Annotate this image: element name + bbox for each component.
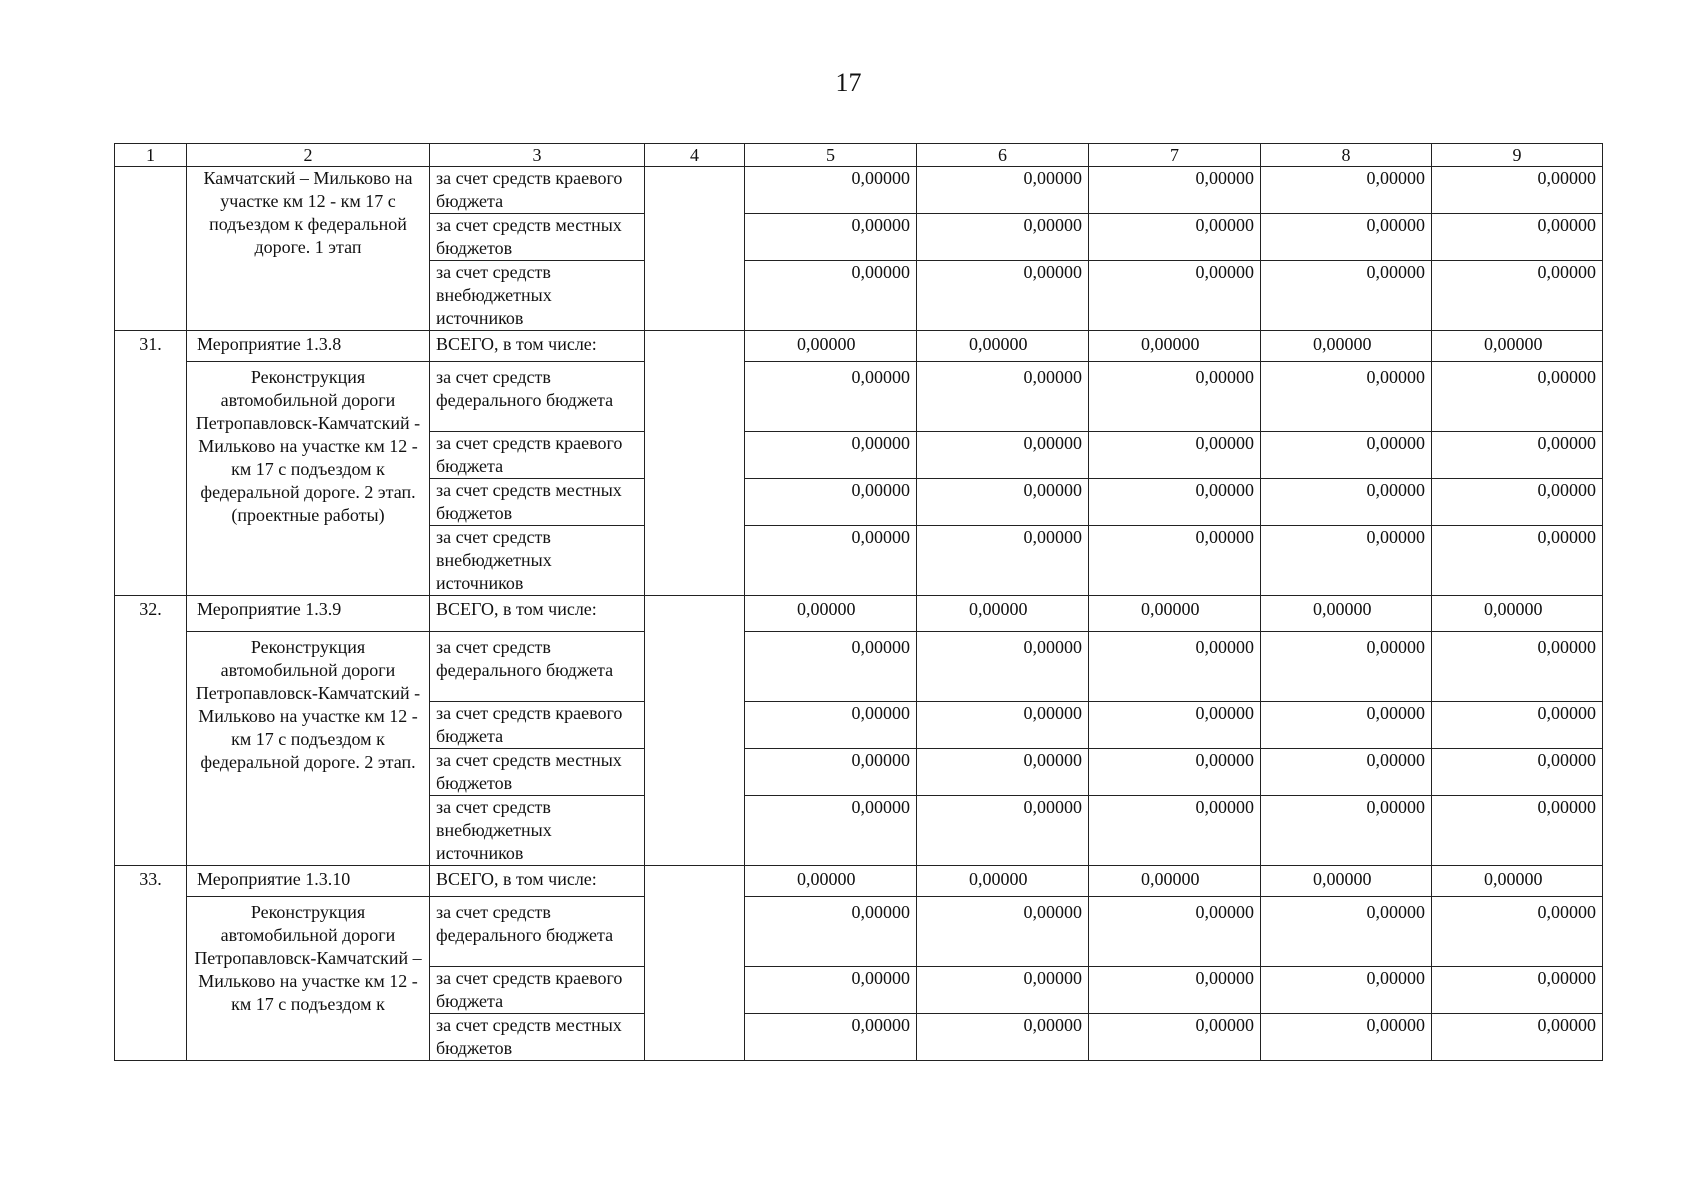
value-cell: 0,00000: [1432, 796, 1603, 866]
value-cell: 0,00000: [1432, 261, 1603, 331]
value-cell: 0,00000: [917, 702, 1089, 749]
funding-source-cell: за счет средств федерального бюджета: [430, 897, 645, 967]
table-row: [115, 897, 1603, 967]
value-cell: 0,00000: [745, 167, 917, 214]
table-row: [115, 362, 1603, 432]
value-cell: 0,00000: [1089, 967, 1261, 1014]
value-cell: 0,00000: [1089, 796, 1261, 866]
row-number-cell: [115, 167, 187, 331]
value-cell: 0,00000: [1261, 632, 1432, 702]
event-name-cell: Камчатский – Мильково на участке км 12 - км 17 с подъездом к федеральной дороге. 1 этап: [187, 167, 430, 331]
value-cell: 0,00000: [745, 526, 917, 596]
funding-source-cell: за счет средств внебюджетных источников: [430, 261, 645, 331]
column-header: 3: [430, 144, 645, 167]
value-cell: 0,00000: [745, 702, 917, 749]
value-cell: 0,00000: [745, 897, 917, 967]
value-cell: 0,00000: [1261, 1014, 1432, 1061]
value-cell: 0,00000: [1432, 702, 1603, 749]
page-number: 17: [835, 68, 862, 97]
column-header: 4: [645, 144, 745, 167]
value-cell: 0,00000: [1432, 214, 1603, 261]
event-name-cell: Реконструкция автомобильной дороги Петропавловск-Камчатский - Мильково на участке км 12 - км 17 с подъездом к федеральной дороге. 2 этап. (проектные работы): [187, 362, 430, 596]
total-label-cell: ВСЕГО, в том числе:: [430, 331, 645, 362]
empty-cell: [645, 167, 745, 331]
value-cell: 0,00000: [745, 596, 917, 632]
value-cell: 0,00000: [745, 632, 917, 702]
value-cell: 0,00000: [1261, 967, 1432, 1014]
value-cell: 0,00000: [917, 596, 1089, 632]
value-cell: 0,00000: [1261, 261, 1432, 331]
value-cell: 0,00000: [917, 479, 1089, 526]
value-cell: 0,00000: [917, 167, 1089, 214]
value-cell: 0,00000: [745, 967, 917, 1014]
value-cell: 0,00000: [745, 749, 917, 796]
value-cell: 0,00000: [745, 331, 917, 362]
funding-source-cell: за счет средств федерального бюджета: [430, 632, 645, 702]
value-cell: 0,00000: [917, 796, 1089, 866]
empty-cell: [645, 866, 745, 1061]
funding-source-cell: за счет средств местных бюджетов: [430, 214, 645, 261]
value-cell: 0,00000: [917, 1014, 1089, 1061]
funding-source-cell: за счет средств внебюджетных источников: [430, 796, 645, 866]
value-cell: 0,00000: [1261, 331, 1432, 362]
value-cell: 0,00000: [917, 866, 1089, 897]
value-cell: 0,00000: [1432, 1014, 1603, 1061]
value-cell: 0,00000: [1432, 331, 1603, 362]
value-cell: 0,00000: [1089, 749, 1261, 796]
value-cell: 0,00000: [1432, 897, 1603, 967]
value-cell: 0,00000: [1261, 897, 1432, 967]
funding-source-cell: за счет средств местных бюджетов: [430, 1014, 645, 1061]
column-header: 6: [917, 144, 1089, 167]
table-row-total: [115, 331, 1603, 362]
value-cell: 0,00000: [1089, 702, 1261, 749]
budget-table: [114, 143, 1603, 1061]
column-header: 5: [745, 144, 917, 167]
value-cell: 0,00000: [1089, 632, 1261, 702]
value-cell: 0,00000: [745, 796, 917, 866]
value-cell: 0,00000: [1089, 432, 1261, 479]
value-cell: 0,00000: [1089, 897, 1261, 967]
value-cell: 0,00000: [1089, 362, 1261, 432]
value-cell: 0,00000: [917, 967, 1089, 1014]
funding-source-cell: за счет средств местных бюджетов: [430, 749, 645, 796]
funding-source-cell: за счет средств краевого бюджета: [430, 702, 645, 749]
column-header: 1: [115, 144, 187, 167]
value-cell: 0,00000: [745, 214, 917, 261]
event-title-cell: Мероприятие 1.3.10: [187, 866, 430, 897]
value-cell: 0,00000: [1089, 1014, 1261, 1061]
value-cell: 0,00000: [917, 362, 1089, 432]
table-header-row: [115, 144, 1603, 167]
row-number-cell: 32.: [115, 596, 187, 866]
value-cell: 0,00000: [1089, 331, 1261, 362]
value-cell: 0,00000: [1261, 167, 1432, 214]
value-cell: 0,00000: [745, 261, 917, 331]
table-row-total: [115, 596, 1603, 632]
event-name-cell: Реконструкция автомобильной дороги Петропавловск-Камчатский - Мильково на участке км 12 - км 17 с подъездом к федеральной дороге. 2 этап.: [187, 632, 430, 866]
value-cell: 0,00000: [1261, 702, 1432, 749]
value-cell: 0,00000: [1432, 526, 1603, 596]
value-cell: 0,00000: [745, 432, 917, 479]
value-cell: 0,00000: [1261, 866, 1432, 897]
funding-source-cell: за счет средств федерального бюджета: [430, 362, 645, 432]
empty-cell: [645, 331, 745, 596]
value-cell: 0,00000: [1432, 632, 1603, 702]
funding-source-cell: за счет средств местных бюджетов: [430, 479, 645, 526]
value-cell: 0,00000: [917, 261, 1089, 331]
event-name-cell: Реконструкция автомобильной дороги Петропавловск-Камчатский – Мильково на участке км 12 - км 17 с подъездом к: [187, 897, 430, 1061]
value-cell: 0,00000: [745, 1014, 917, 1061]
value-cell: 0,00000: [917, 749, 1089, 796]
value-cell: 0,00000: [745, 479, 917, 526]
row-number-cell: 31.: [115, 331, 187, 596]
column-header: 9: [1432, 144, 1603, 167]
table-row-total: [115, 866, 1603, 897]
value-cell: 0,00000: [1432, 362, 1603, 432]
value-cell: 0,00000: [1261, 596, 1432, 632]
table-row: [115, 632, 1603, 702]
value-cell: 0,00000: [1089, 479, 1261, 526]
value-cell: 0,00000: [1089, 261, 1261, 331]
row-number-cell: 33.: [115, 866, 187, 1061]
value-cell: 0,00000: [745, 362, 917, 432]
value-cell: 0,00000: [1089, 526, 1261, 596]
value-cell: 0,00000: [1432, 479, 1603, 526]
value-cell: 0,00000: [1089, 596, 1261, 632]
value-cell: 0,00000: [917, 897, 1089, 967]
funding-source-cell: за счет средств краевого бюджета: [430, 967, 645, 1014]
value-cell: 0,00000: [917, 632, 1089, 702]
event-title-cell: Мероприятие 1.3.8: [187, 331, 430, 362]
table-row: [115, 167, 1603, 214]
value-cell: 0,00000: [1261, 526, 1432, 596]
value-cell: 0,00000: [1432, 749, 1603, 796]
value-cell: 0,00000: [1089, 167, 1261, 214]
funding-source-cell: за счет средств внебюджетных источников: [430, 526, 645, 596]
funding-source-cell: за счет средств краевого бюджета: [430, 432, 645, 479]
funding-source-cell: за счет средств краевого бюджета: [430, 167, 645, 214]
value-cell: 0,00000: [1432, 432, 1603, 479]
column-header: 2: [187, 144, 430, 167]
event-title-cell: Мероприятие 1.3.9: [187, 596, 430, 632]
value-cell: 0,00000: [1432, 866, 1603, 897]
value-cell: 0,00000: [1261, 362, 1432, 432]
column-header: 8: [1261, 144, 1432, 167]
column-header: 7: [1089, 144, 1261, 167]
value-cell: 0,00000: [1089, 214, 1261, 261]
value-cell: 0,00000: [917, 526, 1089, 596]
value-cell: 0,00000: [1089, 866, 1261, 897]
value-cell: 0,00000: [1432, 167, 1603, 214]
value-cell: 0,00000: [1261, 796, 1432, 866]
value-cell: 0,00000: [917, 432, 1089, 479]
total-label-cell: ВСЕГО, в том числе:: [430, 866, 645, 897]
value-cell: 0,00000: [1261, 432, 1432, 479]
value-cell: 0,00000: [745, 866, 917, 897]
empty-cell: [645, 596, 745, 866]
value-cell: 0,00000: [1261, 749, 1432, 796]
value-cell: 0,00000: [1261, 214, 1432, 261]
value-cell: 0,00000: [1432, 967, 1603, 1014]
total-label-cell: ВСЕГО, в том числе:: [430, 596, 645, 632]
value-cell: 0,00000: [1432, 596, 1603, 632]
value-cell: 0,00000: [1261, 479, 1432, 526]
value-cell: 0,00000: [917, 331, 1089, 362]
value-cell: 0,00000: [917, 214, 1089, 261]
